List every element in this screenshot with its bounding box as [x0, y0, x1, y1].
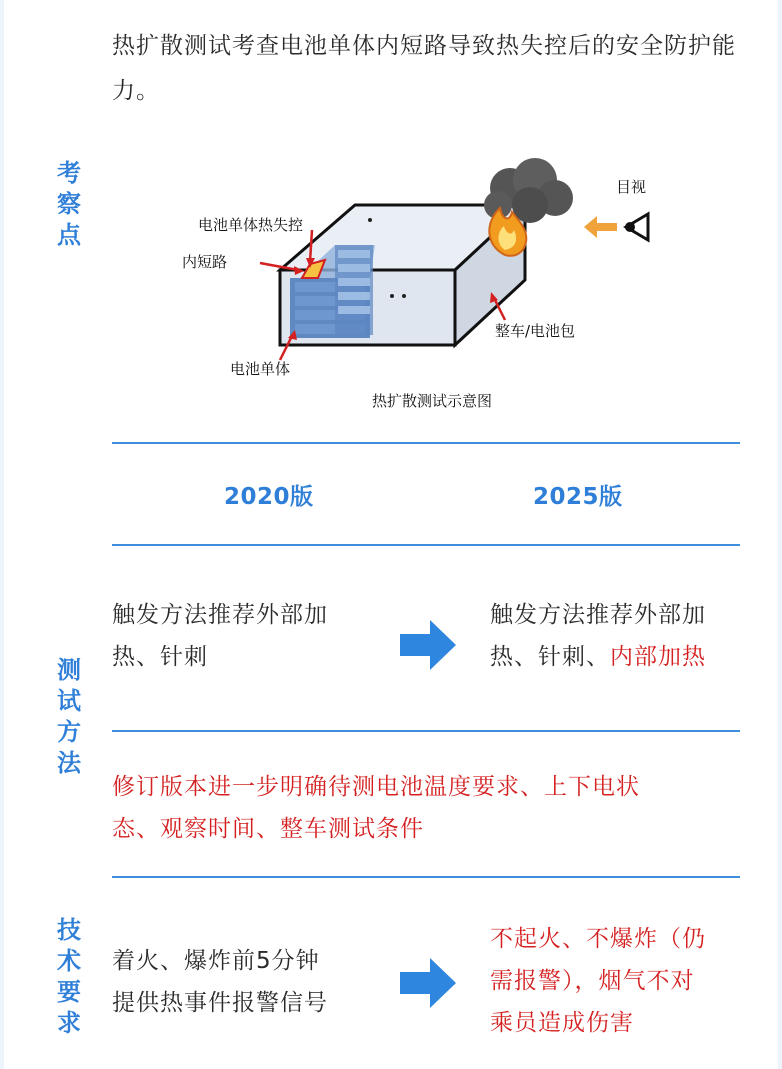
arrow-right-icon	[400, 958, 456, 1008]
version-2020-heading: 2020版	[224, 484, 314, 510]
page-edge-left	[0, 0, 4, 1069]
section-label-check-point: 考察点	[57, 159, 81, 249]
diagram-caption: 热扩散测试示意图	[372, 392, 493, 410]
view-arrow-icon	[584, 216, 617, 238]
page-edge-right	[778, 0, 782, 1069]
diagram-label-runaway: 电池单体热失控	[198, 216, 304, 234]
method-2025-text: 触发方法推荐外部加 热、针刺、内部加热	[490, 602, 706, 670]
eye-icon	[625, 214, 648, 240]
section-label-tech-req: 技术要求	[57, 916, 81, 1037]
divider	[112, 544, 740, 546]
method-revision-note: 修订版本进一步明确待测电池温度要求、上下电状 态、观察时间、整车测试条件	[112, 774, 640, 842]
diagram-label-visual: 目视	[616, 178, 647, 196]
arrow-right-icon	[400, 620, 456, 670]
section-label-test-method: 测试方法	[57, 656, 81, 777]
divider	[112, 876, 740, 878]
tech-2025-text: 不起火、不爆炸（仍 需报警），烟气不对 乘员造成伤害	[490, 926, 706, 1036]
diagram-label-short: 内短路	[182, 253, 228, 271]
diagram-label-pack: 整车/电池包	[495, 322, 576, 340]
divider	[112, 730, 740, 732]
method-2025-highlight: 内部加热	[610, 644, 706, 670]
divider	[112, 442, 740, 444]
tech-2020-text: 着火、爆炸前5分钟 提供热事件报警信号	[112, 948, 328, 1016]
intro-text: 热扩散测试考查电池单体内短路导致热失控后的安全防护能力。	[112, 33, 736, 104]
diagram-label-cell: 电池单体	[230, 360, 291, 378]
version-2025-heading: 2025版	[533, 484, 623, 510]
thermal-diffusion-diagram	[160, 150, 680, 425]
method-2020-text: 触发方法推荐外部加 热、针刺	[112, 602, 328, 670]
